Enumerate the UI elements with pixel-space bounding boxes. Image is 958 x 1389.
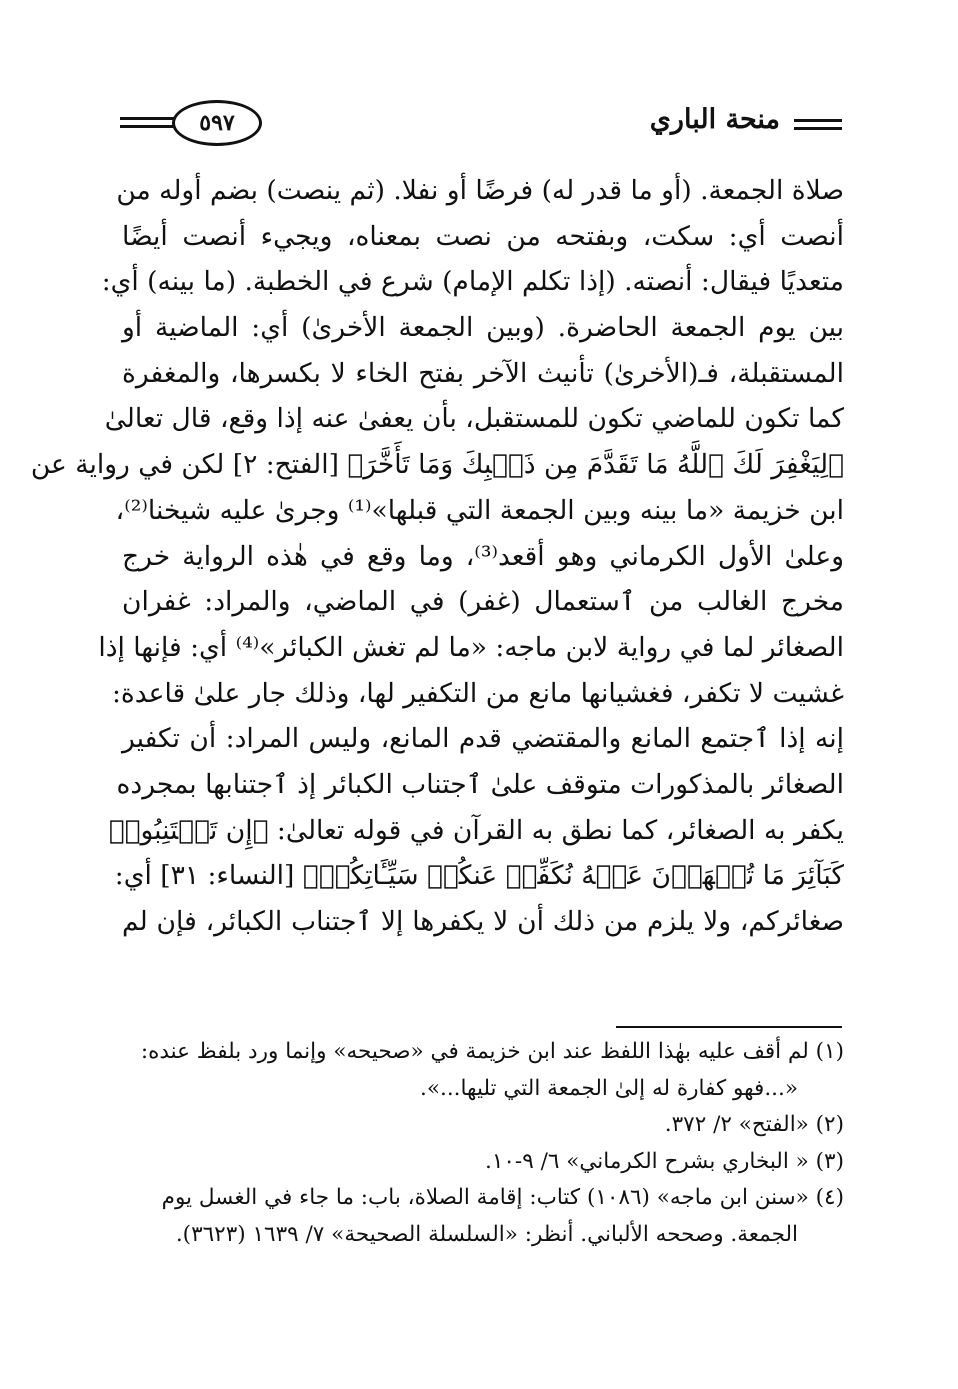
text-line: ابن خزيمة «ما بينه وبين الجمعة التي قبلها»⁽¹⁾ وجرىٰ عليه شيخنا⁽²⁾،: [115, 494, 844, 526]
text-line: صلاة الجمعة. (أو ما قدر له) فرضًا أو نفلا. (ثم ينصت) بضم أوله من: [116, 175, 844, 206]
text-line: كَبَآئِرَ مَا تُنۡهَوۡنَ عَنۡهُ نُكَفِّرۡ عَنكُمۡ سَيِّـَٔاتِكُمۡ﴾ [النساء: ٣١] أي:: [114, 860, 844, 892]
text-line: كما تكون للماضي تكون للمستقبل، بأن يعفىٰ عنه إذا وقع، قال تعالىٰ: [104, 403, 844, 435]
page-number: ٥٩٧: [172, 100, 262, 146]
running-title: منحة الباري: [649, 104, 780, 135]
footnote-1-continued: «...فهو كفارة له إلىٰ الجمعة التي تليها...».: [420, 1075, 798, 1101]
text-line: مخرج الغالب من ٱستعمال (غفر) في الماضي، والمراد: غفران: [122, 586, 844, 618]
text-line: صغائركم، ولا يلزم من ذلك أن لا يكفرها إلا ٱجتناب الكبائر، فإن لم: [122, 906, 844, 937]
text-line: الصغائر لما في رواية لابن ماجه: «ما لم تغش الكبائر»⁽⁴⁾ أي: فإنها إذا: [98, 631, 844, 663]
text-line: المستقبلة، فـ(الأخرىٰ) تأنيث الآخر بفتح الخاء لا بكسرها، والمغفرة: [122, 357, 844, 389]
page-header: [120, 98, 842, 146]
header-rule: [794, 127, 842, 130]
text-line: بين يوم الجمعة الحاضرة. (وبين الجمعة الأخرىٰ) أي: الماضية أو: [122, 312, 844, 344]
footnote-3: (٣) « البخاري بشرح الكرماني» ٦/ ٩-١٠.: [484, 1148, 844, 1174]
text-line: إنه إذا ٱجتمع المانع والمقتضي قدم المانع، وليس المراد: أن تكفير: [122, 723, 844, 755]
text-line: غشيت لا تكفر، فغشيانها مانع من التكفير لها، وذلك جار علىٰ قاعدة:: [111, 677, 844, 709]
footnote-4: (٤) «سنن ابن ماجه» (١٠٨٦) كتاب: إقامة الصلاة، باب: ما جاء في الغسل يوم: [161, 1185, 844, 1210]
text-line: متعديًا فيقال: أنصته. (إذا تكلم الإمام) شرع في الخطبة. (ما بينه) أي:: [101, 266, 844, 298]
text-line: يكفر به الصغائر، كما نطق به القرآن في قوله تعالىٰ: ﴿إِن تَجۡتَنِبُوا۟: [108, 814, 844, 846]
main-text: [30, 168, 845, 945]
footnote-1: (١) لم أقف عليه بهٰذا اللفظ عند ابن خزيمة في «صحيحه» وإنما ورد بلفظ عنده:: [140, 1039, 844, 1064]
footnote-4-continued: الجمعة. وصححه الألباني. أنظر: «السلسلة الصحيحة» ٧/ ١٦٣٩ (٣٦٢٣).: [175, 1221, 798, 1247]
footnote-separator: [616, 1026, 842, 1028]
text-line: ﴿لِيَغْفِرَ لَكَ ٱللَّهُ مَا تَقَدَّمَ مِن ذَنۢبِكَ وَمَا تَأَخَّرَ﴾ [الفتح: ٢] لكن في رواية عن: [30, 449, 844, 481]
text-line: وعلىٰ الأول الكرماني وهو أقعد⁽³⁾، وما وقع في هٰذه الرواية خرج: [122, 540, 845, 572]
text-line: الصغائر بالمذكورات متوقف علىٰ ٱجتناب الكبائر إذ ٱجتنابها بمجرده: [116, 768, 844, 800]
header-rule: [794, 119, 842, 122]
header-rule: [120, 117, 180, 120]
footnote-2: (٢) «الفتح» ٢/ ٣٧٢.: [664, 1112, 844, 1137]
text-line: أنصت أي: سكت، وبفتحه من نصت بمعناه، ويجيء أنصت أيضًا: [122, 220, 844, 252]
header-rule: [120, 125, 180, 128]
footnotes: [120, 1034, 844, 1253]
